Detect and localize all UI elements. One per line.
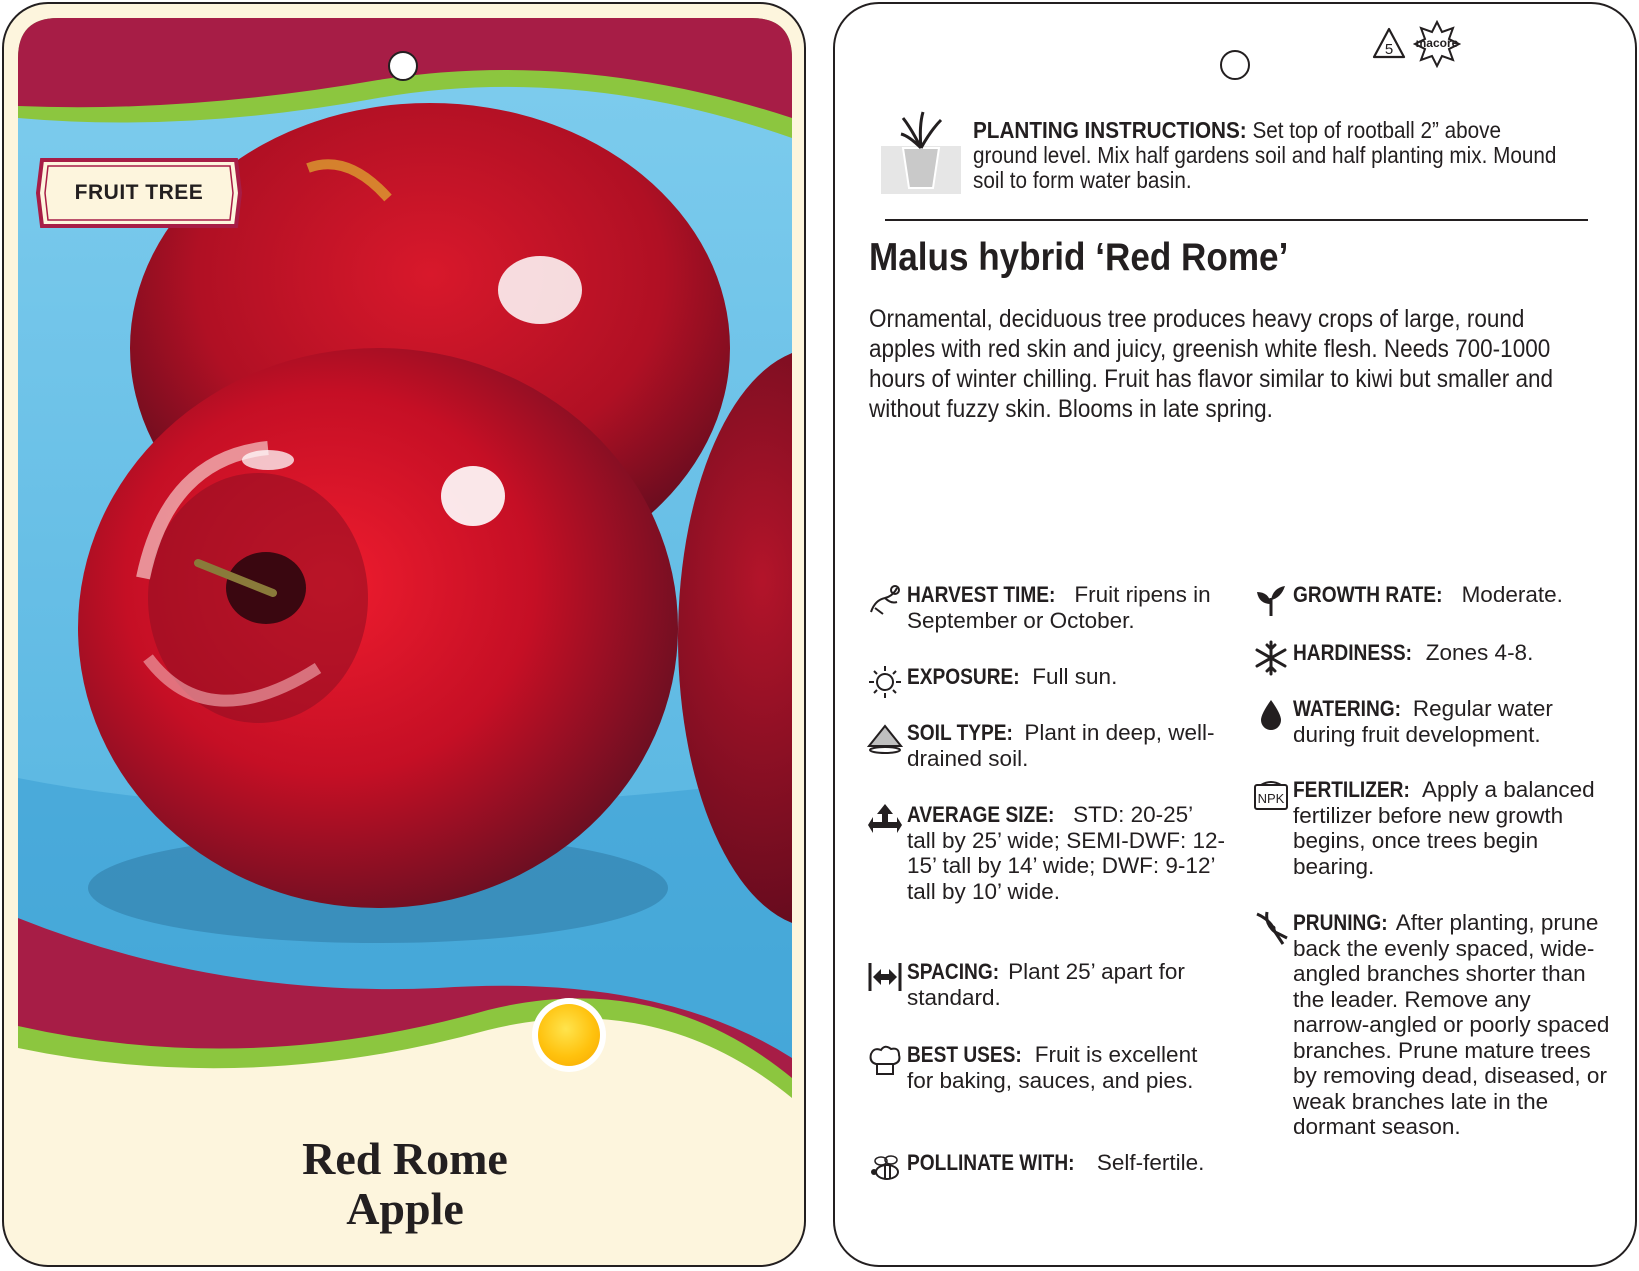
care-text: Regular water during fruit development. [1293, 696, 1553, 747]
variety-name-line1: Red Rome [302, 1133, 508, 1184]
care-label: EXPOSURE: [907, 664, 1020, 689]
variety-name-line2: Apple [346, 1183, 464, 1234]
water-drop-icon [1253, 696, 1289, 732]
care-label: SPACING: [907, 959, 1000, 984]
care-text: Moderate. [1455, 582, 1563, 607]
care-text: STD: 20-25’ tall by 25’ wide; SEMI-DWF: 12-15’ tall by 14’ wide; DWF: 9-12’ tall by 10’ wide. [907, 802, 1225, 904]
macore-logo-icon [1413, 20, 1461, 68]
pruning-shears-icon [1253, 910, 1289, 946]
category-label: FRUIT TREE [74, 181, 204, 204]
care-label: BEST USES: [907, 1042, 1022, 1067]
care-label: GROWTH RATE: [1293, 582, 1443, 607]
care-label: PRUNING: [1293, 910, 1388, 935]
care-text: After planting, prune back the evenly spaced, wide-angled branches shorter than the leader. Remove any narrow-angled or poorly spaced branches. Prune mature trees by removing dead, diseased, or weak branches late in the dormant season. [1293, 910, 1610, 1139]
recycle-icon [1371, 26, 1407, 62]
plant-description: Ornamental, deciduous tree produces heavy crops of large, round apples with red skin and juicy, greenish white flesh. Needs 700-1000 hours of winter chilling. Fruit has flavor similar to kiwi but smaller and without fuzzy skin. Blooms in late spring. [869, 305, 1553, 423]
recycle-number: 5 [1384, 41, 1394, 58]
bee-icon [867, 1150, 903, 1186]
back-tag [833, 2, 1637, 1267]
care-text: Plant 25’ apart for standard. [907, 959, 1185, 1010]
full-sun-icon [532, 998, 606, 1072]
macore-logo-text: macore [1415, 36, 1459, 50]
care-label: SOIL TYPE: [907, 720, 1013, 745]
front-tag [2, 2, 806, 1267]
planting-text [973, 118, 1567, 193]
planting-label: PLANTING INSTRUCTIONS: [973, 117, 1247, 143]
harvest-hand-icon [867, 582, 903, 618]
npk-text: NPK [1257, 791, 1285, 806]
planting-pot-icon [881, 108, 961, 196]
care-label: POLLINATE WITH: [907, 1150, 1075, 1175]
botanical-name: Malus hybrid ‘Red Rome’ [869, 236, 1289, 279]
size-arrows-icon [867, 802, 903, 838]
care-text: Plant in deep, well-drained soil. [907, 720, 1215, 771]
care-label: HARVEST TIME: [907, 582, 1056, 607]
snowflake-icon [1253, 640, 1289, 676]
care-text: Zones 4-8. [1419, 640, 1534, 665]
care-text: Self-fertile. [1090, 1150, 1205, 1175]
planting-body: Set top of rootball 2” above ground level. Mix half gardens soil and half planting mix. Mound soil to form water basin. [973, 117, 1557, 193]
care-label: AVERAGE SIZE: [907, 802, 1055, 827]
fertilizer-npk-icon [1253, 777, 1289, 813]
spacing-arrows-icon [867, 959, 903, 995]
sprout-icon [1253, 582, 1289, 618]
hang-hole [1220, 50, 1250, 80]
divider [885, 219, 1588, 221]
care-text: Full sun. [1026, 664, 1118, 689]
category-badge [34, 156, 244, 230]
care-label: FERTILIZER: [1293, 777, 1410, 802]
care-label: WATERING: [1293, 696, 1402, 721]
sun-icon [867, 664, 903, 700]
care-text: Apply a balanced fertilizer before new growth begins, once trees begin bearing. [1293, 777, 1595, 879]
care-text: Fruit is excellent for baking, sauces, and pies. [907, 1042, 1198, 1093]
care-label: HARDINESS: [1293, 640, 1413, 665]
chef-hat-icon [867, 1042, 903, 1078]
soil-pile-icon [867, 720, 903, 756]
hang-hole [388, 51, 418, 81]
care-text: Fruit ripens in September or October. [907, 582, 1211, 633]
